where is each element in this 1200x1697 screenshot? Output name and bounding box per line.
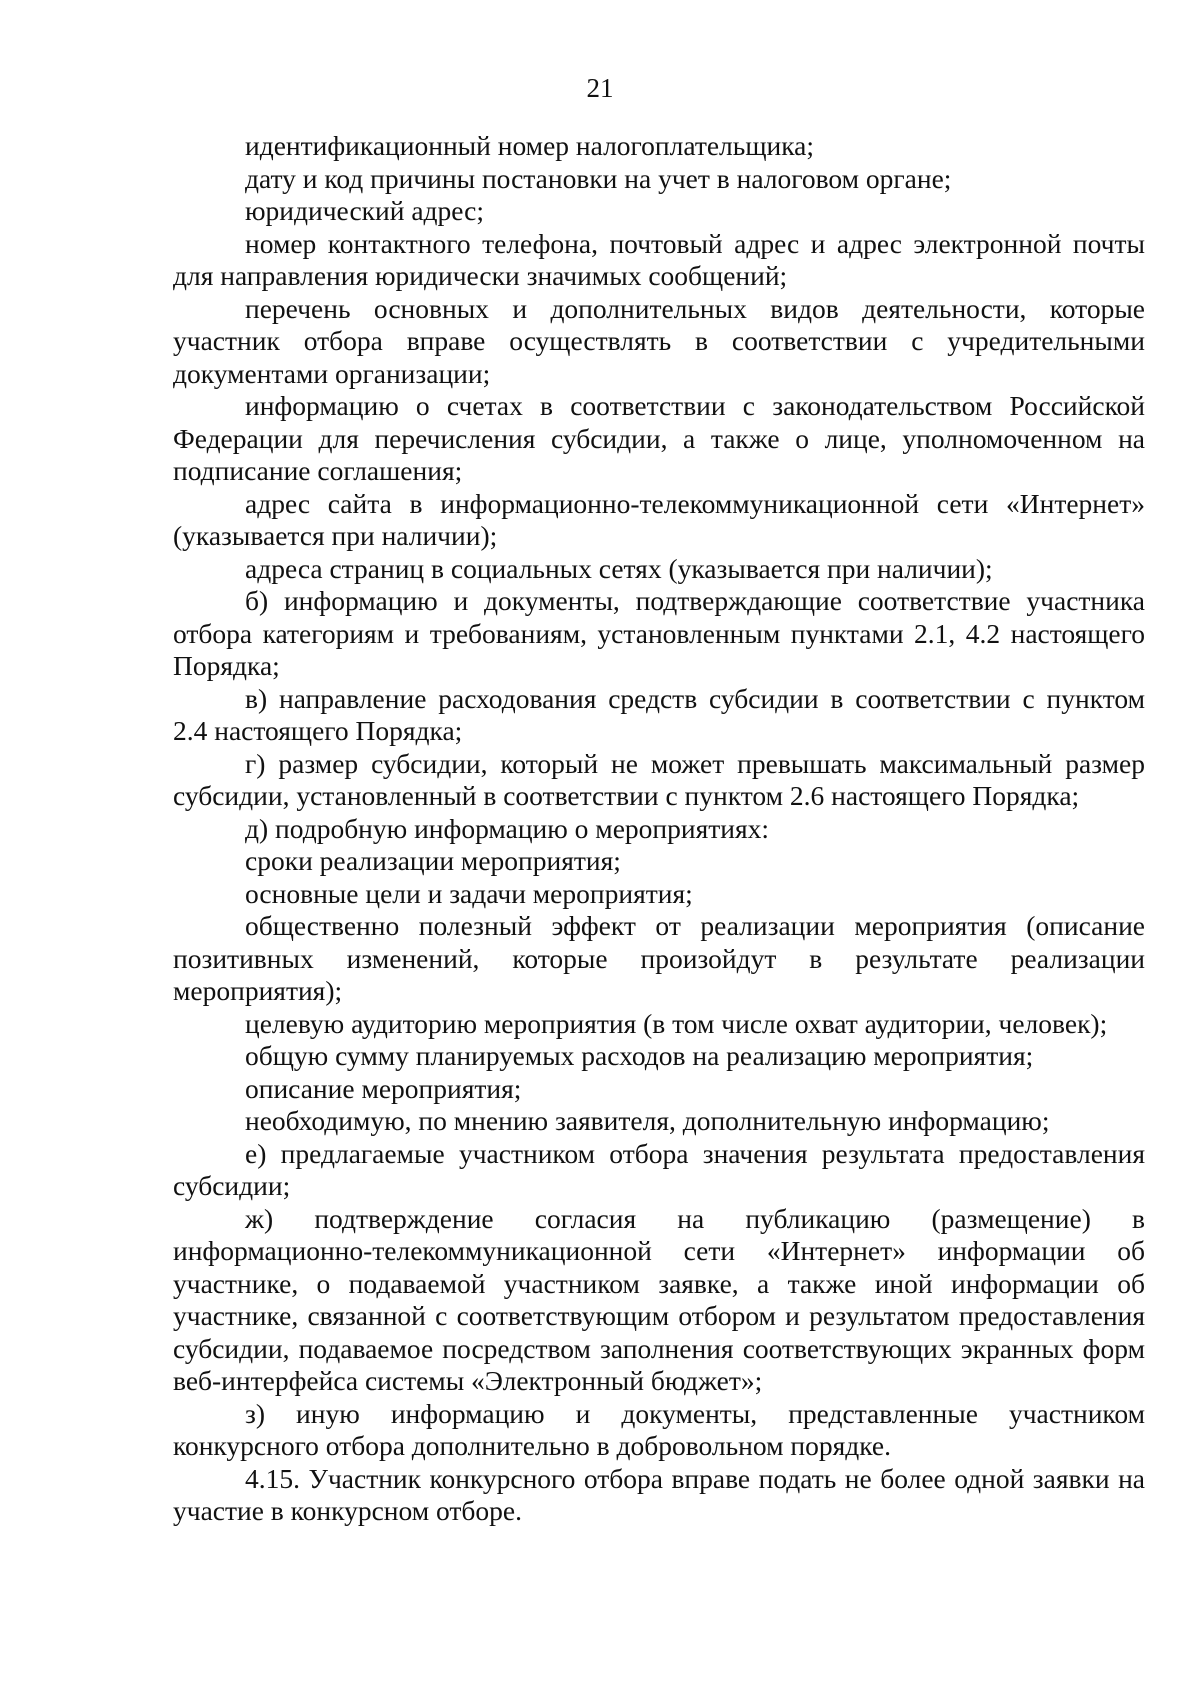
paragraph: информацию о счетах в соответствии с законодательством Российской Федерации для перечисления субсидии, а также о лице, уполномоченном на подписание соглашения; [173,390,1145,486]
paragraph: д) подробную информацию о мероприятиях: [245,812,770,844]
paragraph: ж) подтверждение согласия на публикацию (размещение) в информационно-телекоммуникационной сети «Интернет» информации об участнике, о подаваемой участником заявке, а также иной информации об участнике, связанной с соответствующим отбором и результатом предоставления субсидии, подаваемое посредством заполнения соответствующих экранных форм веб-интерфейса системы «Электронный бюджет»; [173,1202,1145,1396]
paragraph: 4.15. Участник конкурсного отбора вправе подать не более одной заявки на участие в конкурсном отборе. [173,1462,1145,1526]
paragraph: адреса страниц в социальных сетях (указывается при наличии); [245,552,993,584]
paragraph: номер контактного телефона, почтовый адрес и адрес электронной почты для направления юридически значимых сообщений; [173,227,1145,291]
paragraph: в) направление расходования средств субсидии в соответствии с пунктом 2.4 настоящего Порядка; [173,682,1145,746]
paragraph: е) предлагаемые участником отбора значения результата предоставления субсидии; [173,1137,1145,1201]
paragraph: юридический адрес; [245,195,485,226]
paragraph: общую сумму планируемых расходов на реализацию мероприятия; [245,1040,1034,1071]
paragraph: г) размер субсидии, который не может превышать максимальный размер субсидии, установленный в соответствии с пунктом 2.6 настоящего Порядка; [173,747,1145,811]
paragraph: целевую аудиторию мероприятия (в том числе охват аудитории, человек); [245,1007,1108,1039]
paragraph: общественно полезный эффект от реализации мероприятия (описание позитивных изменений, которые произойдут в результате реализации мероприятия); [173,910,1145,1006]
paragraph: описание мероприятия; [245,1072,522,1104]
paragraph: идентификационный номер налогоплательщика; [245,130,815,161]
page-number: 21 [586,73,614,103]
paragraph: основные цели и задачи мероприятия; [245,877,693,909]
paragraph: необходимую, по мнению заявителя, дополнительную информацию; [245,1105,1050,1136]
paragraph: перечень основных и дополнительных видов деятельности, которые участник отбора вправе осуществлять в соответствии с учредительными документами организации; [173,292,1145,389]
paragraph: дату и код причины постановки на учет в налоговом органе; [245,162,952,194]
paragraph: б) информацию и документы, подтверждающие соответствие участника отбора категориям и требованиям, установленным пунктами 2.1, 4.2 настоящего Порядка; [173,585,1145,681]
document-body [173,130,1145,1528]
paragraph: адрес сайта в информационно-телекоммуникационной сети «Интернет» (указывается при наличии); [173,487,1145,551]
paragraph: сроки реализации мероприятия; [245,845,621,876]
paragraph: з) иную информацию и документы, представленные участником конкурсного отбора дополнительно в добровольном порядке. [173,1397,1145,1461]
